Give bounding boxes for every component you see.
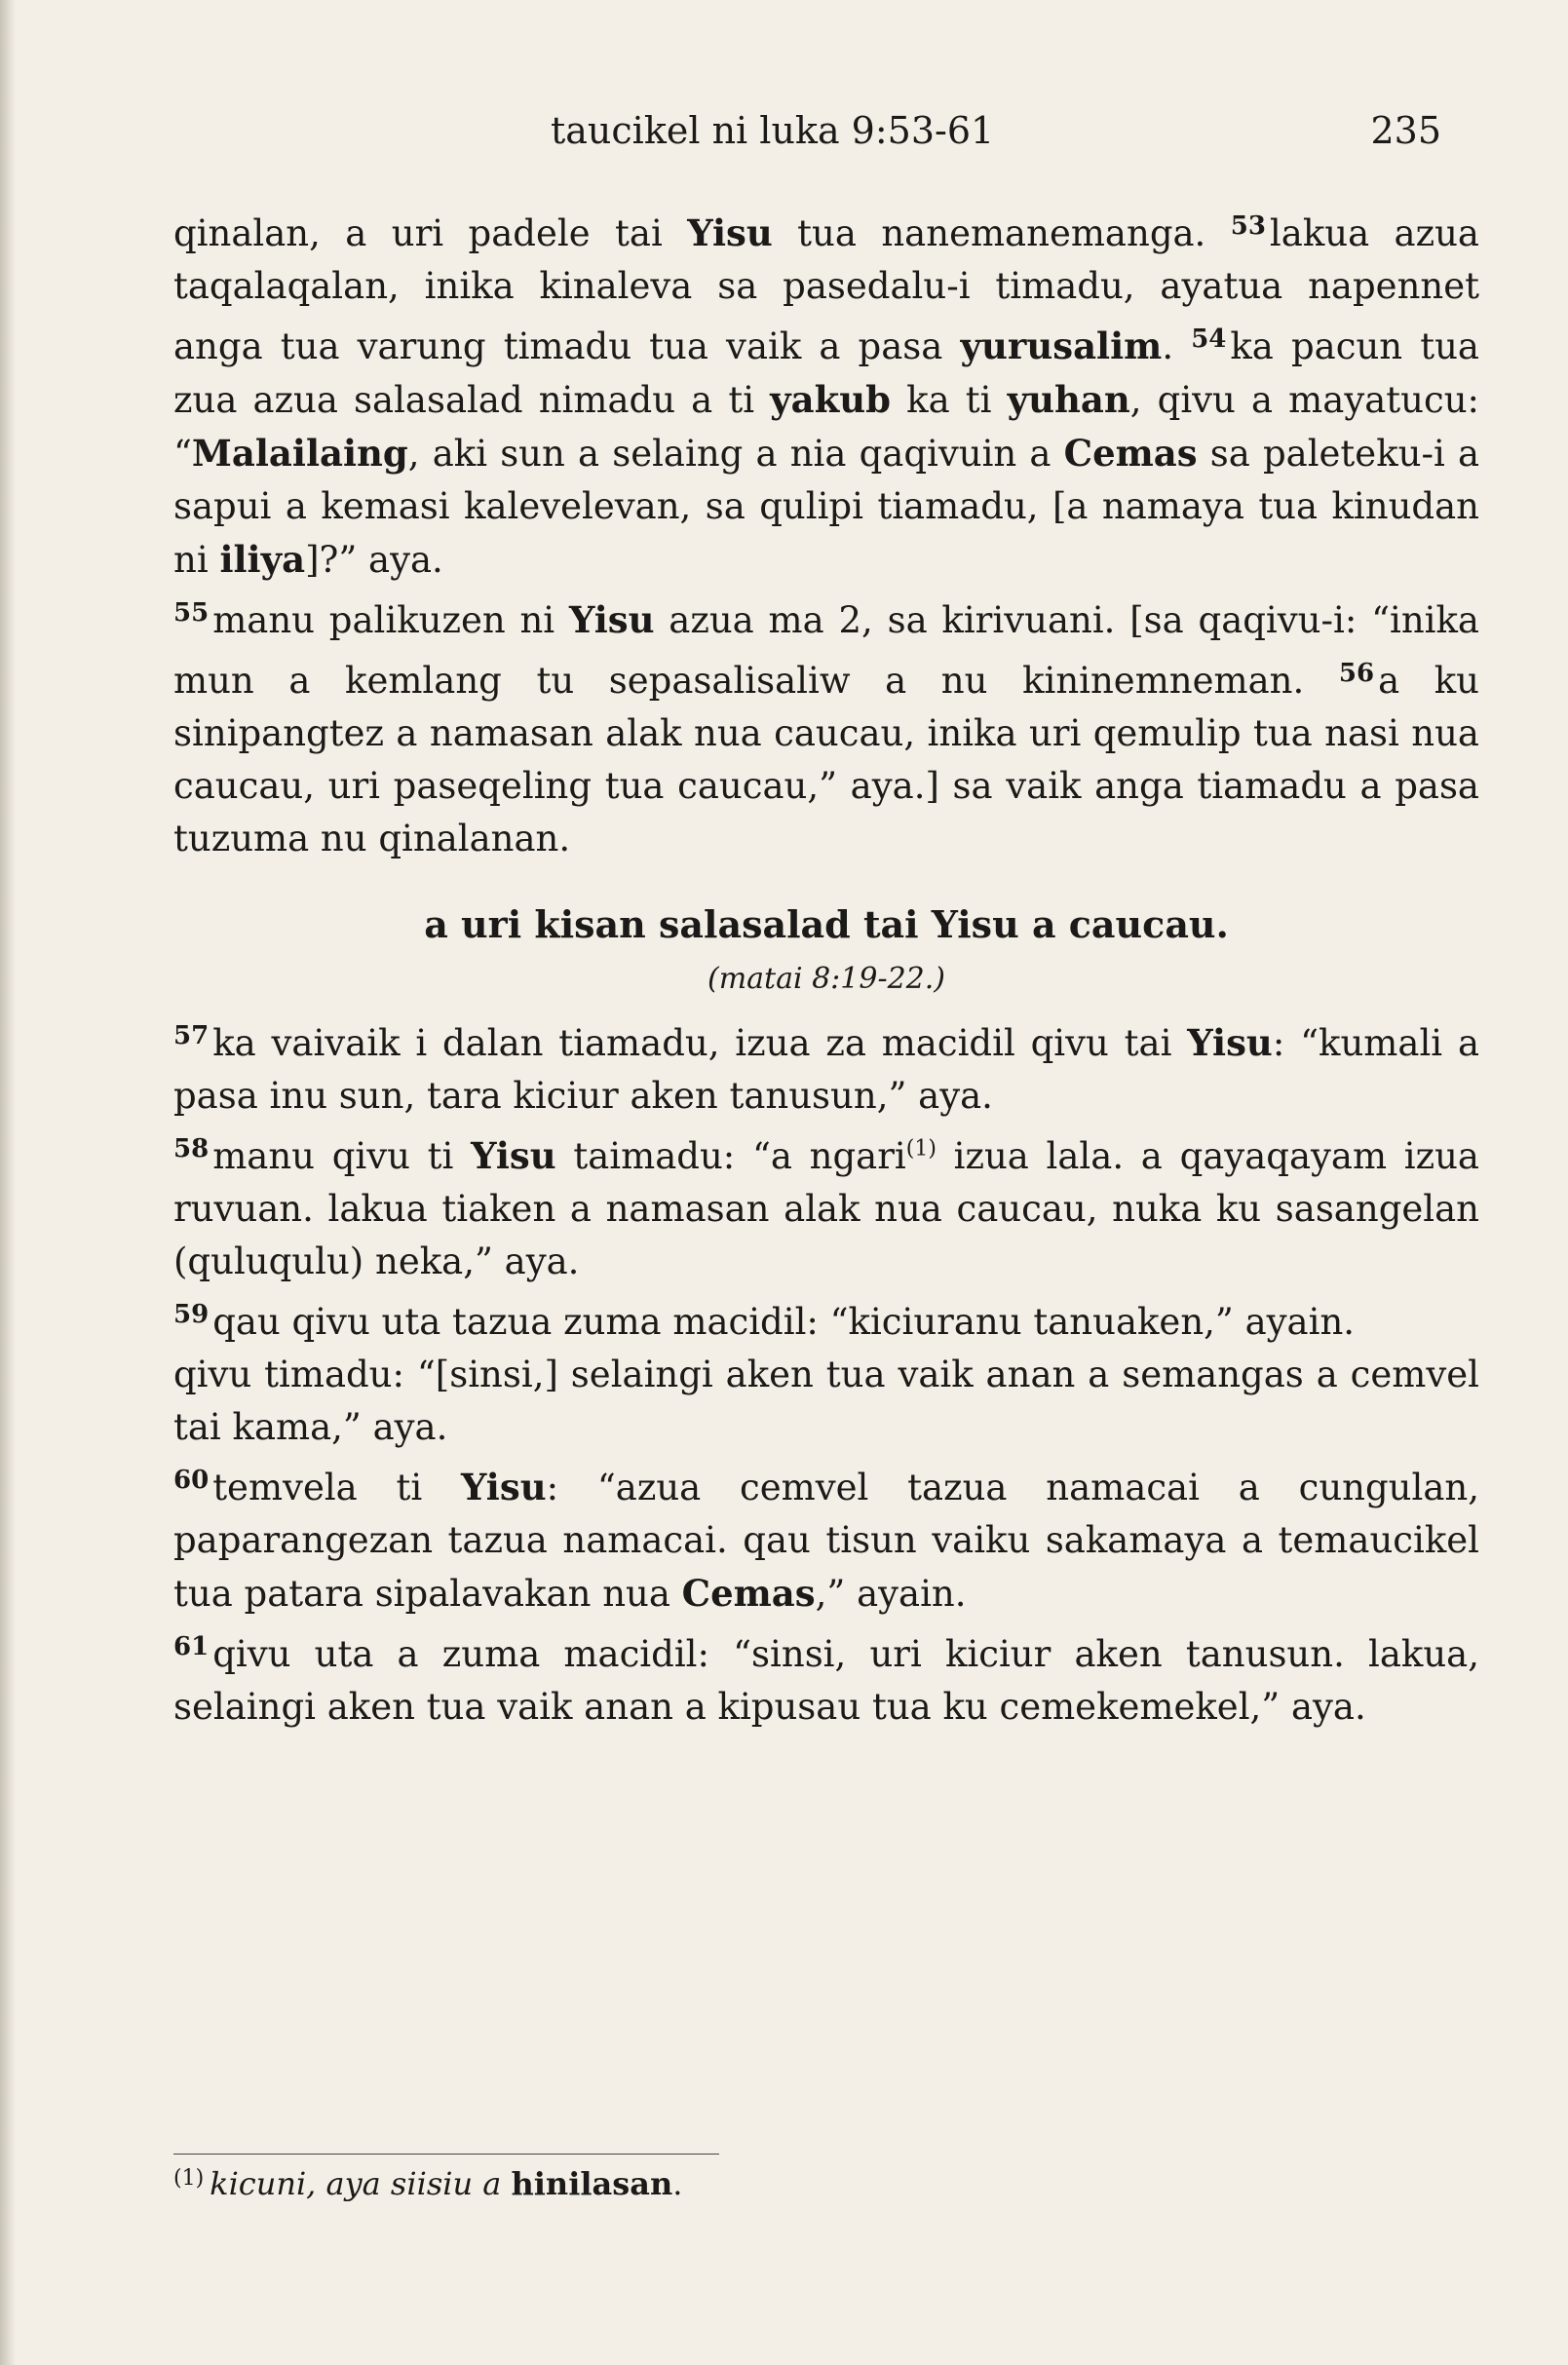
verse-number: 54 <box>1191 324 1227 354</box>
bold-name: Malailaing <box>191 432 408 475</box>
text-run: manu qivu ti <box>212 1135 472 1177</box>
verse-number: 56 <box>1338 659 1375 688</box>
paragraph-group-1 <box>173 200 1479 865</box>
text-run: qivu timadu: “[sinsi,] selaingi aken tua vaik anan a semangas a cemvel tai kama,” aya. <box>173 1354 1479 1448</box>
paragraph-p7 <box>173 1454 1479 1621</box>
section-reference: (matai 8:19-22.) <box>707 962 946 996</box>
text-run: sa paleteku-i a sapui a kemasi kalevelevan, sa qulipi tiamadu, [a namaya tua kinudan ni <box>173 433 1479 581</box>
bold-name: iliya <box>219 538 306 581</box>
verse-number: 60 <box>173 1466 210 1495</box>
page-number: 235 <box>1370 109 1441 152</box>
footnote-italic-text: kicuni, aya siisiu a <box>210 2165 502 2202</box>
footnote-rule <box>173 2154 719 2155</box>
text-run: ka ti <box>891 379 1008 421</box>
verse-number: 58 <box>173 1134 210 1163</box>
paragraph-p5 <box>173 1288 1479 1349</box>
verse-number: 61 <box>173 1632 210 1661</box>
footnote-end: . <box>672 2165 683 2202</box>
section-title: a uri kisan salasalad tai Yisu a caucau. <box>424 902 1229 946</box>
text-run: a ku sinipangtez a namasan alak nua caucau, inika uri qemulip tua nasi nua caucau, uri paseqeling tua caucau,” aya.] sa vaik anga tiamadu a pasa tuzuma nu qinalanan. <box>173 660 1479 859</box>
page-spine-shadow <box>0 0 16 2365</box>
bold-name: Yisu <box>471 1134 556 1177</box>
text-run: ]?” aya. <box>305 539 443 581</box>
footnote-bold-text: hinilasan <box>511 2165 673 2202</box>
text-run: . <box>1162 325 1192 367</box>
bold-name: Yisu <box>1187 1021 1273 1064</box>
text-run: lakua azua taqalaqalan, inika kinaleva sa pasedalu-i timadu, ayatua napennet anga tua varung timadu tua vaik a pasa <box>173 212 1479 367</box>
paragraph-p6 <box>173 1349 1479 1454</box>
text-run: manu palikuzen ni <box>212 599 569 641</box>
text-run: tua nanemanemanga. <box>772 212 1231 254</box>
verse-number: 55 <box>173 598 210 628</box>
bold-name: Yisu <box>687 211 773 254</box>
bold-name: yuhan <box>1007 378 1130 421</box>
paragraph-p1 <box>173 200 1479 587</box>
footnote <box>173 2165 682 2202</box>
paragraph-p2 <box>173 587 1479 865</box>
footnote-ref: (1) <box>905 1136 937 1162</box>
text-run: qivu uta a zuma macidil: “sinsi, uri kiciur aken tanusun. lakua, selaingi aken tua vaik anan a kipusau tua ku cemekemekel,” aya. <box>173 1633 1479 1728</box>
text-run: , qivu a mayatucu: “ <box>173 379 1479 475</box>
bold-name: Cemas <box>1063 432 1198 475</box>
text-run: , aki sun a selaing a nia qaqivuin a <box>407 433 1064 475</box>
running-title: taucikel ni luka 9:53-61 <box>551 109 995 152</box>
text-run: izua lala. a qayaqayam izua ruvuan. lakua tiaken a namasan alak nua caucau, nuka ku sasangelan (quluqulu) neka,” aya. <box>173 1135 1479 1282</box>
verse-number: 57 <box>173 1021 210 1050</box>
bold-name: yakub <box>770 378 892 421</box>
footnote-mark: (1) <box>173 2166 205 2191</box>
paragraph-p3 <box>173 1010 1479 1123</box>
bold-name: Yisu <box>568 598 655 641</box>
text-run: temvela ti <box>212 1467 462 1508</box>
body-text <box>173 200 1479 1734</box>
text-run: qau qivu uta tazua zuma macidil: “kiciuranu tanuaken,” ayain. <box>212 1301 1356 1343</box>
text-run: taimadu: “a ngari <box>555 1135 906 1177</box>
bold-name: yurusalim <box>960 324 1163 367</box>
verse-number: 59 <box>173 1300 210 1329</box>
text-run: ka vaivaik i dalan tiamadu, izua za macidil qivu tai <box>212 1022 1188 1064</box>
text-run: ,” ayain. <box>815 1573 967 1615</box>
bold-name: Cemas <box>681 1572 816 1615</box>
paragraph-p4 <box>173 1123 1479 1288</box>
verse-number: 53 <box>1230 211 1266 241</box>
text-run: azua ma 2, sa kirivuani. [sa qaqivu-i: “inika mun a kemlang tu sepasalisaliw a nu kininemneman. <box>173 599 1479 702</box>
text-run: : “azua cemvel tazua namacai a cungulan, paparangezan tazua namacai. qau tisun vaiku sakamaya a temaucikel tua patara sipalavakan nua <box>173 1467 1479 1615</box>
running-header <box>551 109 1441 152</box>
text-run: ka pacun tua zua azua salasalad nimadu a ti <box>173 325 1479 421</box>
text-run: : “kumali a pasa inu sun, tara kiciur aken tanusun,” aya. <box>173 1022 1480 1117</box>
bold-name: Yisu <box>461 1466 547 1508</box>
paragraph-group-2 <box>173 1010 1479 1734</box>
text-run: qinalan, a uri padele tai <box>173 212 688 254</box>
paragraph-p8 <box>173 1621 1479 1734</box>
